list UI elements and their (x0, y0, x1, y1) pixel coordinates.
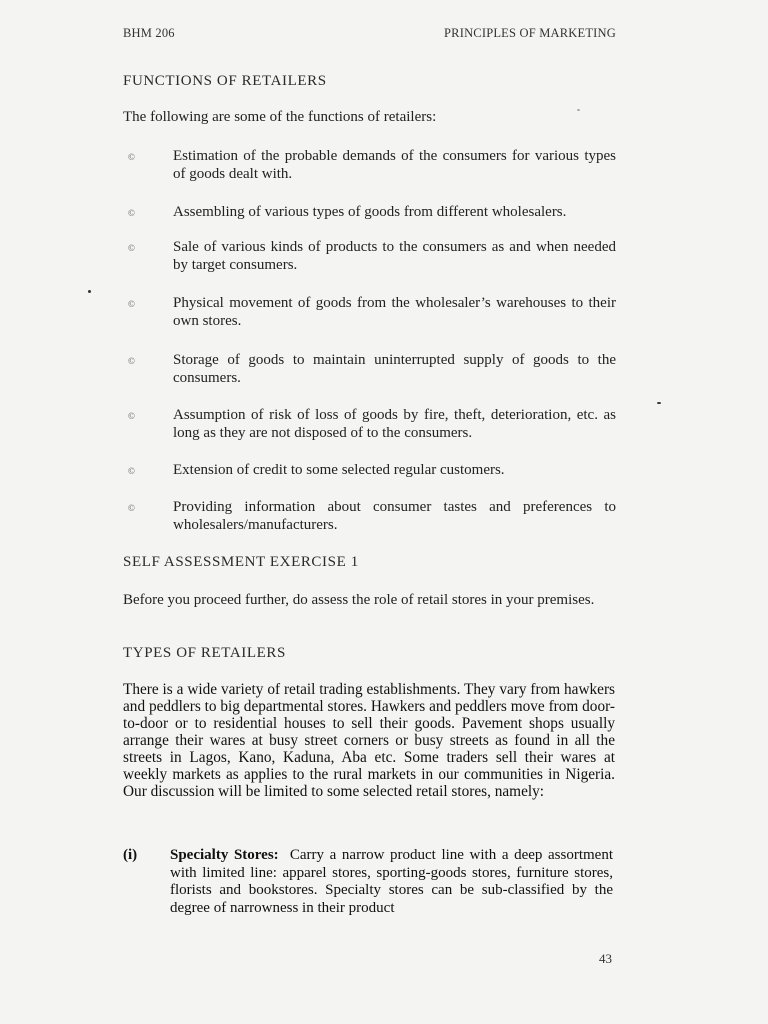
types-paragraph: There is a wide variety of retail trading establishments. They vary from hawkers and peddlers to big departmental stores. Hawkers and peddlers move from door-to-door or to residential houses to sell their goods. Pavement shops usually arrange their wares at busy street corners or busy streets as found in all the streets in Lagos, Kano, Kaduna, Aba etc. Some traders sell their wares at weekly markets as applies to the rural markets in our communities in Nigeria. Our discussion will be limited to some selected retail stores, namely: (123, 681, 615, 800)
list-item-text: Providing information about consumer tastes and preferences to wholesalers/manufacturers. (173, 499, 616, 533)
list-item-text: Assumption of risk of loss of goods by fire, theft, deterioration, etc. as long as they are not disposed of to the consumers. (173, 407, 616, 441)
header-course-title: PRINCIPLES OF MARKETING (444, 26, 616, 40)
bullet-icon: © (128, 466, 135, 476)
list-item-text: Assembling of various types of goods from different wholesalers. (173, 204, 567, 220)
scan-speck (577, 109, 580, 111)
functions-heading: FUNCTIONS OF RETAILERS (123, 73, 327, 89)
functions-intro: The following are some of the functions of retailers: (123, 109, 437, 125)
page-number: 43 (599, 951, 612, 966)
list-item-text: Estimation of the probable demands of the consumers for various types of goods dealt with. (173, 148, 616, 182)
self-assessment-heading: SELF ASSESSMENT EXERCISE 1 (123, 554, 359, 570)
bullet-icon: © (128, 243, 135, 253)
list-item-text: Physical movement of goods from the wholesaler’s warehouses to their own stores. (173, 295, 616, 329)
scan-speck (88, 290, 91, 293)
list-item-text: Sale of various kinds of products to the consumers as and when needed by target consumers. (173, 239, 616, 273)
item-heading: Specialty Stores: (170, 847, 279, 863)
bullet-icon: © (128, 356, 135, 366)
bullet-icon: © (128, 411, 135, 421)
specialty-stores-text (170, 847, 613, 917)
types-heading: TYPES OF RETAILERS (123, 645, 286, 661)
bullet-icon: © (128, 299, 135, 309)
bullet-icon: © (128, 152, 135, 162)
list-item-text: Extension of credit to some selected regular customers. (173, 462, 505, 478)
list-item-text: Storage of goods to maintain uninterrupted supply of goods to the consumers. (173, 352, 616, 386)
item-number: (i) (123, 847, 138, 863)
bullet-icon: © (128, 208, 135, 218)
self-assessment-text: Before you proceed further, do assess the role of retail stores in your premises. (123, 592, 595, 608)
item-body: Carry a narrow product line with a deep assortment with limited line: apparel stores, sporting-goods stores, furniture stores, florists and bookstores. Specialty stores can be sub-classified by the degree of narrowness in their product (170, 847, 614, 916)
bullet-icon: © (128, 503, 135, 513)
header-course-code: BHM 206 (123, 26, 175, 40)
scan-speck (657, 402, 661, 404)
